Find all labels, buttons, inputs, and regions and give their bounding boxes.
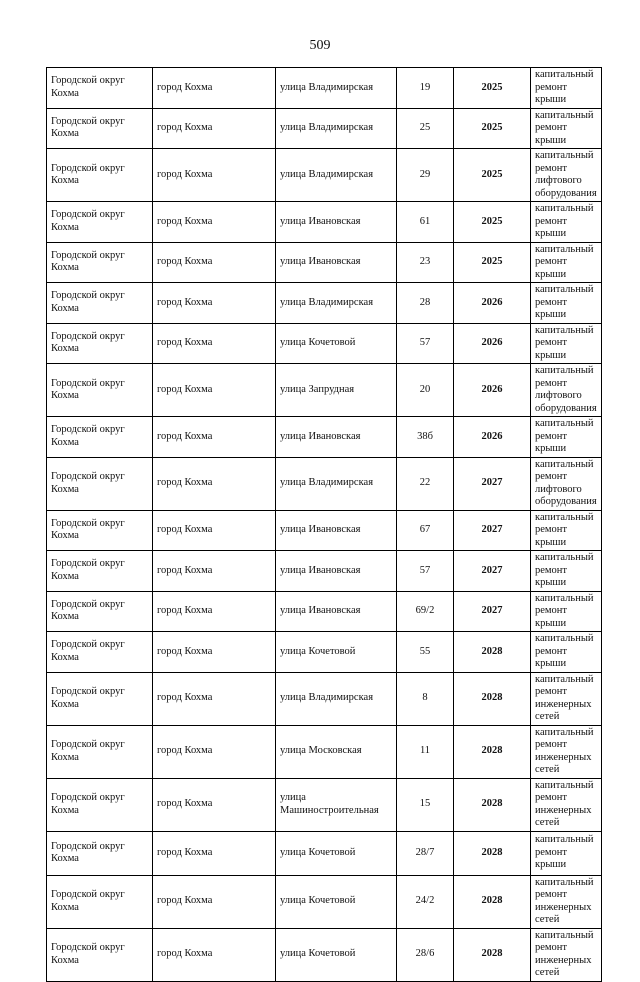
street-cell: улица Ивановская: [276, 202, 397, 243]
city-cell: город Кохма: [153, 831, 276, 875]
city-cell: город Кохма: [153, 591, 276, 632]
city-cell: город Кохма: [153, 928, 276, 981]
year-cell: 2027: [454, 510, 531, 551]
work-type-cell: капитальный ремонт крыши: [531, 108, 602, 149]
table-row: [47, 632, 602, 673]
city-cell: город Кохма: [153, 283, 276, 324]
work-type-cell: капитальный ремонт инженерных сетей: [531, 928, 602, 981]
okrug-cell: Городской округ Кохма: [47, 364, 153, 417]
okrug-cell: Городской округ Кохма: [47, 68, 153, 109]
work-type-cell: капитальный ремонт крыши: [531, 632, 602, 673]
work-type-cell: капитальный ремонт крыши: [531, 283, 602, 324]
house-number-cell: 28: [397, 283, 454, 324]
work-type-cell: капитальный ремонт крыши: [531, 242, 602, 283]
repair-schedule-table: [46, 67, 602, 982]
okrug-cell: Городской округ Кохма: [47, 202, 153, 243]
street-cell: улица Ивановская: [276, 551, 397, 592]
street-cell: улица Машиностроительная: [276, 778, 397, 831]
table-row: [47, 108, 602, 149]
city-cell: город Кохма: [153, 202, 276, 243]
city-cell: город Кохма: [153, 672, 276, 725]
year-cell: 2026: [454, 323, 531, 364]
okrug-cell: Городской округ Кохма: [47, 725, 153, 778]
year-cell: 2027: [454, 457, 531, 510]
house-number-cell: 38б: [397, 417, 454, 458]
okrug-cell: Городской округ Кохма: [47, 149, 153, 202]
work-type-cell: капитальный ремонт инженерных сетей: [531, 672, 602, 725]
year-cell: 2026: [454, 417, 531, 458]
okrug-cell: Городской округ Кохма: [47, 510, 153, 551]
table-row: [47, 457, 602, 510]
work-type-cell: капитальный ремонт крыши: [531, 591, 602, 632]
table-row: [47, 928, 602, 981]
work-type-cell: капитальный ремонт лифтового оборудования: [531, 457, 602, 510]
okrug-cell: Городской округ Кохма: [47, 108, 153, 149]
house-number-cell: 28/6: [397, 928, 454, 981]
work-type-cell: капитальный ремонт крыши: [531, 551, 602, 592]
city-cell: город Кохма: [153, 242, 276, 283]
house-number-cell: 29: [397, 149, 454, 202]
year-cell: 2025: [454, 68, 531, 109]
city-cell: город Кохма: [153, 725, 276, 778]
table-row: [47, 510, 602, 551]
okrug-cell: Городской округ Кохма: [47, 778, 153, 831]
okrug-cell: Городской округ Кохма: [47, 632, 153, 673]
work-type-cell: капитальный ремонт крыши: [531, 510, 602, 551]
okrug-cell: Городской округ Кохма: [47, 242, 153, 283]
year-cell: 2025: [454, 202, 531, 243]
year-cell: 2025: [454, 242, 531, 283]
work-type-cell: капитальный ремонт инженерных сетей: [531, 875, 602, 928]
house-number-cell: 61: [397, 202, 454, 243]
work-type-cell: капитальный ремонт крыши: [531, 417, 602, 458]
work-type-cell: капитальный ремонт инженерных сетей: [531, 725, 602, 778]
house-number-cell: 20: [397, 364, 454, 417]
house-number-cell: 19: [397, 68, 454, 109]
house-number-cell: 57: [397, 551, 454, 592]
year-cell: 2028: [454, 632, 531, 673]
street-cell: улица Владимирская: [276, 68, 397, 109]
year-cell: 2025: [454, 108, 531, 149]
city-cell: город Кохма: [153, 457, 276, 510]
city-cell: город Кохма: [153, 108, 276, 149]
table-row: [47, 725, 602, 778]
year-cell: 2026: [454, 283, 531, 324]
city-cell: город Кохма: [153, 875, 276, 928]
year-cell: 2028: [454, 875, 531, 928]
street-cell: улица Владимирская: [276, 283, 397, 324]
table-row: [47, 672, 602, 725]
city-cell: город Кохма: [153, 417, 276, 458]
table-row: [47, 149, 602, 202]
okrug-cell: Городской округ Кохма: [47, 323, 153, 364]
year-cell: 2028: [454, 778, 531, 831]
year-cell: 2028: [454, 831, 531, 875]
work-type-cell: капитальный ремонт крыши: [531, 831, 602, 875]
okrug-cell: Городской округ Кохма: [47, 928, 153, 981]
house-number-cell: 28/7: [397, 831, 454, 875]
city-cell: город Кохма: [153, 364, 276, 417]
year-cell: 2028: [454, 725, 531, 778]
house-number-cell: 8: [397, 672, 454, 725]
work-type-cell: капитальный ремонт крыши: [531, 202, 602, 243]
street-cell: улица Ивановская: [276, 417, 397, 458]
table-row: [47, 323, 602, 364]
city-cell: город Кохма: [153, 68, 276, 109]
street-cell: улица Кочетовой: [276, 323, 397, 364]
street-cell: улица Владимирская: [276, 149, 397, 202]
house-number-cell: 69/2: [397, 591, 454, 632]
okrug-cell: Городской округ Кохма: [47, 283, 153, 324]
okrug-cell: Городской округ Кохма: [47, 875, 153, 928]
table-row: [47, 591, 602, 632]
table-row: [47, 242, 602, 283]
okrug-cell: Городской округ Кохма: [47, 672, 153, 725]
work-type-cell: капитальный ремонт инженерных сетей: [531, 778, 602, 831]
page-number: 509: [309, 38, 331, 53]
okrug-cell: Городской округ Кохма: [47, 591, 153, 632]
street-cell: улица Владимирская: [276, 672, 397, 725]
year-cell: 2026: [454, 364, 531, 417]
street-cell: улица Ивановская: [276, 242, 397, 283]
street-cell: улица Московская: [276, 725, 397, 778]
city-cell: город Кохма: [153, 778, 276, 831]
street-cell: улица Запрудная: [276, 364, 397, 417]
table-row: [47, 551, 602, 592]
okrug-cell: Городской округ Кохма: [47, 551, 153, 592]
okrug-cell: Городской округ Кохма: [47, 457, 153, 510]
year-cell: 2025: [454, 149, 531, 202]
house-number-cell: 67: [397, 510, 454, 551]
street-cell: улица Ивановская: [276, 591, 397, 632]
table-row: [47, 875, 602, 928]
street-cell: улица Кочетовой: [276, 831, 397, 875]
house-number-cell: 57: [397, 323, 454, 364]
house-number-cell: 55: [397, 632, 454, 673]
year-cell: 2027: [454, 591, 531, 632]
okrug-cell: Городской округ Кохма: [47, 831, 153, 875]
house-number-cell: 15: [397, 778, 454, 831]
city-cell: город Кохма: [153, 323, 276, 364]
table-row: [47, 202, 602, 243]
street-cell: улица Кочетовой: [276, 875, 397, 928]
table-row: [47, 68, 602, 109]
okrug-cell: Городской округ Кохма: [47, 417, 153, 458]
table-row: [47, 831, 602, 875]
year-cell: 2027: [454, 551, 531, 592]
house-number-cell: 22: [397, 457, 454, 510]
house-number-cell: 24/2: [397, 875, 454, 928]
work-type-cell: капитальный ремонт крыши: [531, 323, 602, 364]
table-row: [47, 364, 602, 417]
street-cell: улица Кочетовой: [276, 632, 397, 673]
work-type-cell: капитальный ремонт лифтового оборудования: [531, 149, 602, 202]
table-row: [47, 283, 602, 324]
work-type-cell: капитальный ремонт лифтового оборудования: [531, 364, 602, 417]
city-cell: город Кохма: [153, 551, 276, 592]
table-row: [47, 778, 602, 831]
house-number-cell: 25: [397, 108, 454, 149]
street-cell: улица Ивановская: [276, 510, 397, 551]
city-cell: город Кохма: [153, 510, 276, 551]
street-cell: улица Владимирская: [276, 457, 397, 510]
house-number-cell: 23: [397, 242, 454, 283]
city-cell: город Кохма: [153, 632, 276, 673]
street-cell: улица Владимирская: [276, 108, 397, 149]
year-cell: 2028: [454, 928, 531, 981]
street-cell: улица Кочетовой: [276, 928, 397, 981]
table-row: [47, 417, 602, 458]
work-type-cell: капитальный ремонт крыши: [531, 68, 602, 109]
city-cell: город Кохма: [153, 149, 276, 202]
table-body: [47, 68, 602, 982]
year-cell: 2028: [454, 672, 531, 725]
house-number-cell: 11: [397, 725, 454, 778]
